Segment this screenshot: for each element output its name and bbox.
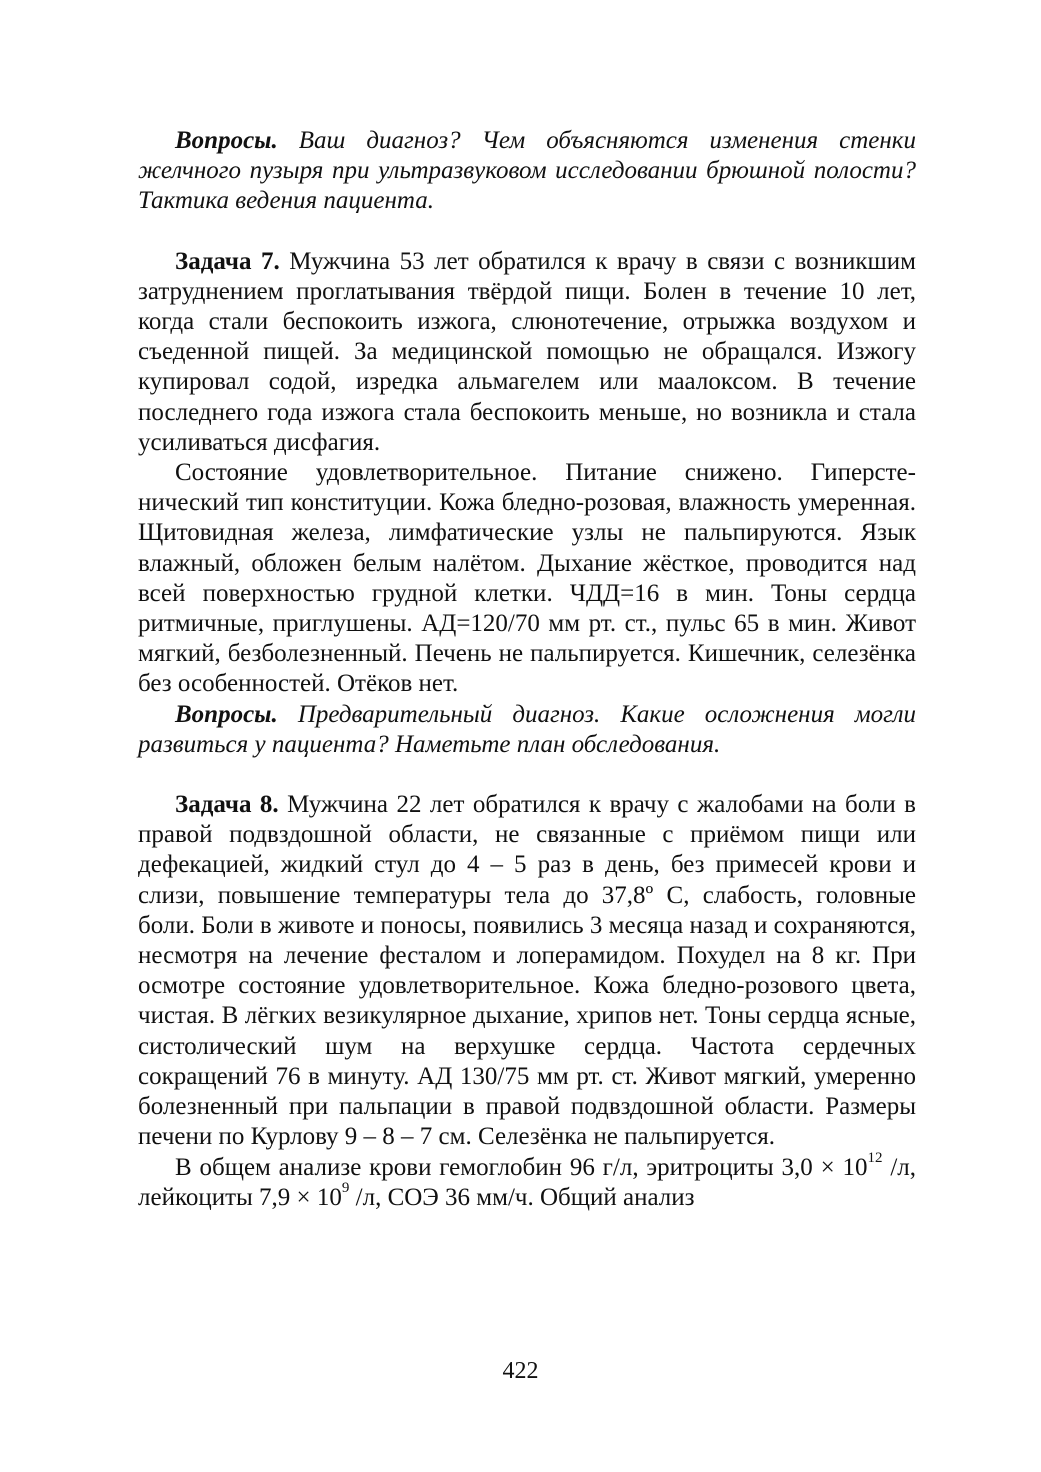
task-8-paragraph-1 — [138, 790, 916, 1152]
exponent-9: 9 — [341, 1180, 350, 1197]
questions-label: Вопросы. — [175, 127, 278, 154]
task-7-paragraph-1 — [138, 247, 916, 458]
task-8-text-2c: /л, СОЭ 36 мм/ч. Общий анализ — [349, 1183, 695, 1211]
task-7-text-2: Состояние удовлетворительное. Питание снижено. Гиперстенический тип конституции. Кожа бледно-розовая, влажность умеренная. Щитовидная железа, лимфатические узлы не пальпируются. Язык влажный, обложен белым налётом. Дыхание жёсткое, проводится над всей поверхностью грудной клетки. ЧДД=16 в мин. Тоны сердца ритмичные, приглушены. АД=120/70 мм рт. ст., пульс 65 в мин. Живот мягкий, безболезненный. Печень не пальпируется. Кишечник, селезёнка без особенностей. Отёков нет. — [138, 459, 916, 698]
questions-label: Вопросы. — [175, 700, 278, 728]
questions-text: Предварительный диагноз. Какие осложнения могли развиться у пациента? Наметьте план обследования. — [138, 700, 916, 758]
questions-text: Ваш диагноз? Чем объясняются изменения стенки желчного пузыря при ультразвуковом исследовании брюшной полости? Тактика ведения пациента. — [138, 127, 916, 215]
exponent-12: 12 — [867, 1150, 883, 1167]
page-number: 422 — [502, 1358, 539, 1384]
section-gap — [138, 217, 916, 247]
task-7-text-1: Мужчина 53 лет обратился к врачу в связи с возникшим затруднением проглатывания твёрдой пищи. Болен в течение 10 лет, когда стали беспокоить изжога, слюнотечение, отрыжка воздухом и съеденной пищей. За медицинской помощью не обращался. Изжогу купировал содой, изредка альмагелем или маалоксом. В течение последнего года изжога стала беспокоить меньше, но возникла и стала усиливаться дисфагия. — [138, 247, 917, 456]
task-8-text-1: Мужчина 22 лет обратился к врачу с жалобами на боли в правой подвздошной области, не связанные с приёмом пищи или дефекацией, жидкий стул до 4 – 5 раз в день, без примесей крови и слизи, повышение температуры тела до 37,8º С, слабость, головные боли. Боли в животе и поносы, появились 3 месяца назад и сохраняются, несмотря на лечение фесталом и лоперамидом. Похудел на 8 кг. При осмотре состояние удовлетворительное. Кожа бледно-розового цвета, чистая. В лёгких везикулярное дыхание, хрипов нет. Тоны сердца ясные, систолический шум на верхушке сердца. Частота сердечных сокращений 76 в минуту. АД 130/75 мм рт. ст. Живот мягкий, умеренно болезненный при пальпации в правой подвздошной области. Размеры печени по Курлову 9 – 8 – 7 см. Селезёнка не пальпируется. — [138, 791, 916, 1151]
task-7-questions — [138, 700, 916, 760]
page-body — [138, 126, 916, 1213]
task-8-text-2b: /л, лейкоциты 7,9 × 10 — [138, 1153, 916, 1211]
task-7-label: Задача 7. — [175, 247, 280, 275]
task-8-paragraph-2 — [138, 1150, 916, 1213]
task-8-text-2a: В общем анализе крови гемоглобин 96 г/л, эритроциты 3,0 × 10 — [175, 1153, 868, 1181]
task-8-label: Задача 8. — [175, 791, 279, 819]
section-gap — [138, 760, 916, 790]
questions-block-1 — [138, 126, 916, 217]
task-7-paragraph-2 — [138, 458, 916, 700]
